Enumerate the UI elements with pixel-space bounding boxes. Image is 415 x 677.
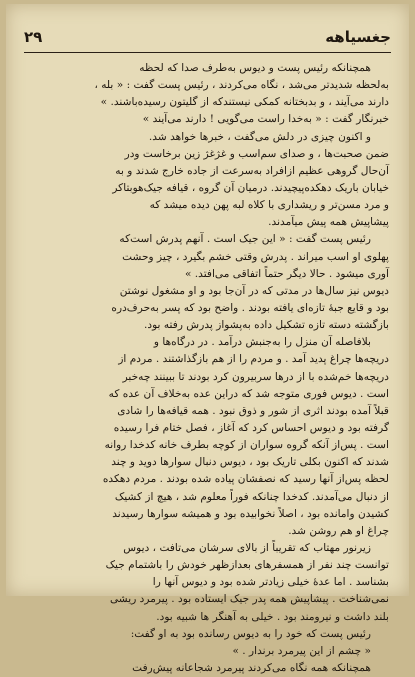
text-line: خبرنگار گفت : « به‌خدا راست می‌گویی ! دارند می‌آیند » — [142, 113, 389, 126]
text-line: بود و قایع جبهٔ تازه‌ای یافته بودند . واضح بود که پسر به‌حرف‌دره — [111, 301, 389, 314]
text-line: دریچه‌ها خم‌شده با از درها سربیرون کرد بودند تا ببینند چه‌خبر — [122, 370, 389, 383]
text-line: است . پس‌از آنکه گروه سواران از کوچه بطرف خانه کدخدا روانه — [104, 439, 389, 452]
text-line: قبلاً آمده بودند اثری از شور و ذوق نبود . همه قیافه‌ها را شادی — [117, 404, 389, 417]
text-line: از دنبال می‌آمدند. کدخدا چنانکه فوراً معلوم شد ، هیچ از کشیک — [114, 490, 389, 503]
text-line: پهلوی او اسب میراند . پدرش وقتی خشم بگیرد ، چیز وحشت — [122, 250, 389, 263]
text-line: همچنانکه همه نگاه می‌کردند پیرمرد شجاعانه پیش‌رفت — [132, 661, 371, 674]
text-line: زیرنور مهتاب که تقریباً از بالای سرشان می‌تافت ، دیوس — [123, 541, 371, 554]
text-line: توانست چند نفر از همسفرهای بعدازظهر خودش را باشتمام جیک — [105, 559, 389, 572]
text-line: کشیدن وامانده بود ، اصلاً نخوابیده بود و همیشه سوارها رسیدند — [112, 507, 389, 520]
text-line: نمی‌شناخت . پیشاپیش همه پدر جیک ایستاده بود . پیرمرد ریشی — [109, 593, 389, 606]
text-line: شدند که اکنون بکلی تاریک بود ، دیوس دنبال سوارها دوید و چند — [111, 456, 389, 469]
body-text — [26, 60, 389, 674]
text-line: همچنانکه رئیس پست و دیوس به‌طرف صدا که لحظه — [139, 62, 371, 74]
text-line: بلند داشت و نیرومند بود . خیلی به آهنگر ها شبیه بود. — [156, 610, 389, 623]
header-rule — [24, 52, 391, 53]
text-line: گرفته بود و دیوس احساس کرد که آغاز ، فصل ختام فرا رسیده — [113, 421, 389, 434]
text-line: بلافاصله آن منزل را به‌جنبش درآمد . در درگاه‌ها و — [153, 336, 371, 349]
book-page — [6, 4, 409, 674]
text-line: و اکنون چیزی در دلش می‌گفت ، خبرها خواهد شد. — [148, 130, 371, 143]
text-line: چراغ او هم روشن شد. — [288, 524, 389, 537]
text-line: ضمن صحبت‌ها ، و صدای سم‌اسب و غژغژ زین برخاست ودر — [124, 147, 389, 160]
text-line: پیشاپیش همه پیش میآمدند. — [268, 216, 389, 229]
text-line: بشناسد . اما عدهٔ خیلی زیادتر شده بود و دیوس آنها را — [152, 576, 389, 589]
page-header — [24, 26, 391, 50]
text-line: به‌لحظه شدیدتر می‌شد ، نگاه می‌کردند ، رئیس پست گفت : « بله ، — [94, 79, 389, 92]
text-line: بازگشته دسته تازه تشکیل داده به‌پشواز پدرش رفته بود. — [144, 319, 389, 332]
text-line: است . دیوس فوری متوجه شد که دراین عده به‌خلاف آن عده که — [108, 387, 389, 400]
page-number: ۲۹ — [24, 28, 43, 46]
text-line: دیوس نیز سال‌ها در مدتی که در آن‌جا بود و او مشغول نوشتن — [119, 284, 389, 297]
text-line: دارند می‌آیند ، و بدبختانه کمکی نیستندکه از گلیتون رسیده‌باشند. » — [100, 96, 389, 109]
text-line: آوری میشود . حالا دیگر حتماً اتفاقی می‌افتد. » — [184, 267, 389, 280]
text-line: دریچه‌ها چراغ پدید آمد . و مردم را از هم بازگذاشتند . مردم از — [118, 353, 389, 366]
text-line: لحظه پس‌از آنها رسید که نصفشان پیاده شده بودند . مردم دهکده — [102, 473, 389, 486]
text-line: خیابان باریک دهکده‌پیچیدند. درمیان آن گروه ، قیافه جیک‌هوبتاکر — [112, 181, 389, 194]
text-line: « چشم از این پیرمرد برندار . » — [232, 644, 371, 657]
text-line: رئیس پست که خود را به دیوس رسانده بود به او گفت: — [130, 627, 371, 640]
text-line: و مرد مسن‌تر و ریشداری با کلاه لبه پهن دیده میشد که — [149, 199, 389, 212]
running-title: جغسیاهه — [325, 28, 391, 46]
text-line: آن‌حال گروهی عظیم ازافراد به‌سرعت از جاده خارج شدند و به — [115, 164, 389, 177]
text-line: رئیس پست گفت : « این جیک است . آنهم پدرش است‌که — [119, 233, 371, 246]
